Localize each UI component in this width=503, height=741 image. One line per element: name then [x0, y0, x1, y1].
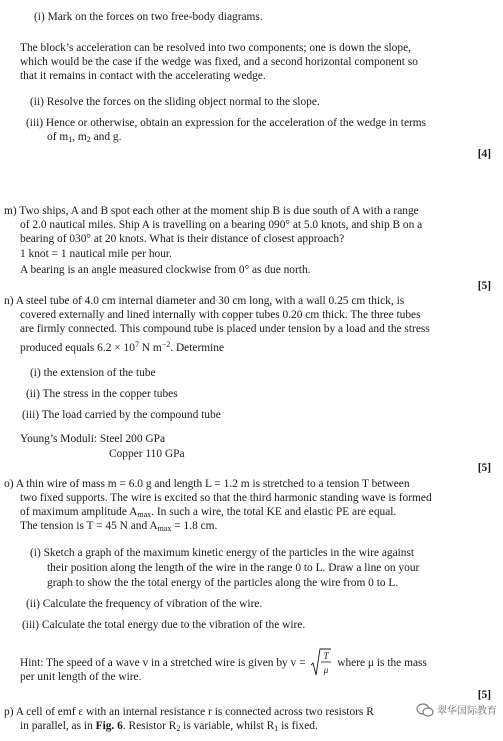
question-m-line: bearing of 030° at 20 knots. What is their distance of closest approach? [20, 233, 345, 245]
question-p-line: in parallel, as in Fig. 6. Resistor $R_2$ is variable, whilst $R_1$ is fixed. [20, 720, 318, 733]
question-m-line: 1 knot = 1 nautical mile per hour. [20, 248, 172, 260]
item-n-i: (i) the extension of the tube [30, 367, 156, 379]
youngs-moduli-copper: Copper 110 GPa [109, 448, 185, 460]
marks-m: [5] [477, 280, 491, 292]
item-n-ii: (ii) The stress in the copper tubes [26, 388, 178, 400]
youngs-moduli-steel: Young’s Moduli: Steel 200 GPa [20, 433, 166, 445]
hint-line-cont: per unit length of the wire. [20, 671, 142, 683]
question-m-line: A bearing is an angle measured clockwise from 0° as due north. [20, 264, 311, 276]
question-n-line: produced equals $6.2 \times 10^7$ N $m^{-2}$. Determine [20, 340, 225, 354]
question-n-line: n) A steel tube of 4.0 cm internal diameter and 30 cm long, with a wall 0.25 cm thick, is [4, 295, 405, 307]
item-l-i: (i) Mark on the forces on two free-body diagrams. [34, 11, 263, 23]
question-o-line: The tension is T = 45 N and $A_{max} = 1.8$ cm. [20, 520, 218, 533]
item-o-ii: (ii) Calculate the frequency of vibration of the wire. [26, 598, 263, 610]
paragraph-line: The block’s acceleration can be resolved into two components; one is down the slope, [20, 42, 411, 54]
question-p-line: p) A cell of emf ε with an internal resistance r is connected across two resistors R [4, 706, 374, 718]
question-m-line: m) Two ships, A and B spot each other at the moment ship B is due south of A with a range [4, 205, 419, 217]
marks-l: [4] [477, 148, 491, 160]
item-o-iii: (iii) Calculate the total energy due to the vibration of the wire. [22, 619, 306, 631]
question-o-line: two fixed supports. The wire is excited so that the third harmonic standing wave is formed [20, 492, 432, 504]
item-o-i-cont: graph to show the the total energy of the particles along the wire from 0 to L. [47, 577, 399, 589]
question-o-line: of maximum amplitude $A_{max}$. In such a wire, the total KE and elastic PE are equal. [20, 506, 397, 519]
paragraph-line: which would be the case if the wedge was fixed, and a second horizontal component so [20, 56, 418, 68]
paragraph-line: that it remains in contact with the accelerating wedge. [20, 70, 266, 82]
question-n-line: are firmly connected. This compound tube is placed under tension by a load and the stress [20, 323, 430, 335]
item-l-ii: (ii) Resolve the forces on the sliding object normal to the slope. [30, 96, 320, 108]
sqrt-formula-icon [310, 648, 332, 678]
marks-n: [5] [477, 462, 491, 474]
question-m-line: of 2.0 nautical miles. Ship A is travelling on a bearing 090° at 5.0 knots, and ship B on a [20, 219, 423, 231]
item-o-i-cont: their position along the length of the wire in the range 0 to L. Draw a line on your [47, 562, 420, 574]
hint-line: Hint: The speed of a wave v in a stretched wire is given by v = T μ where μ is the mass [20, 648, 427, 680]
sqrt-numerator: T [323, 651, 329, 662]
item-l-iii-cont: of $m_1$, $m_2$ and g. [47, 131, 122, 144]
watermark-text: 翠华国际教育 [437, 706, 497, 717]
chat-bubble-icon [416, 703, 434, 717]
item-l-iii: (iii) Hence or otherwise, obtain an expression for the acceleration of the wedge in terms [26, 117, 427, 129]
question-n-line: covered externally and lined internally with copper tubes 0.20 cm thick. The three tubes [20, 309, 421, 321]
item-o-i: (i) Sketch a graph of the maximum kinetic energy of the particles in the wire against [30, 547, 415, 559]
sqrt-denominator: μ [324, 665, 329, 676]
question-o-line: o) A thin wire of mass m = 6.0 g and length L = 1.2 m is stretched to a tension T between [4, 478, 410, 490]
watermark [416, 702, 497, 717]
item-n-iii: (iii) The load carried by the compound tube [22, 409, 221, 421]
marks-o: [5] [477, 689, 491, 701]
